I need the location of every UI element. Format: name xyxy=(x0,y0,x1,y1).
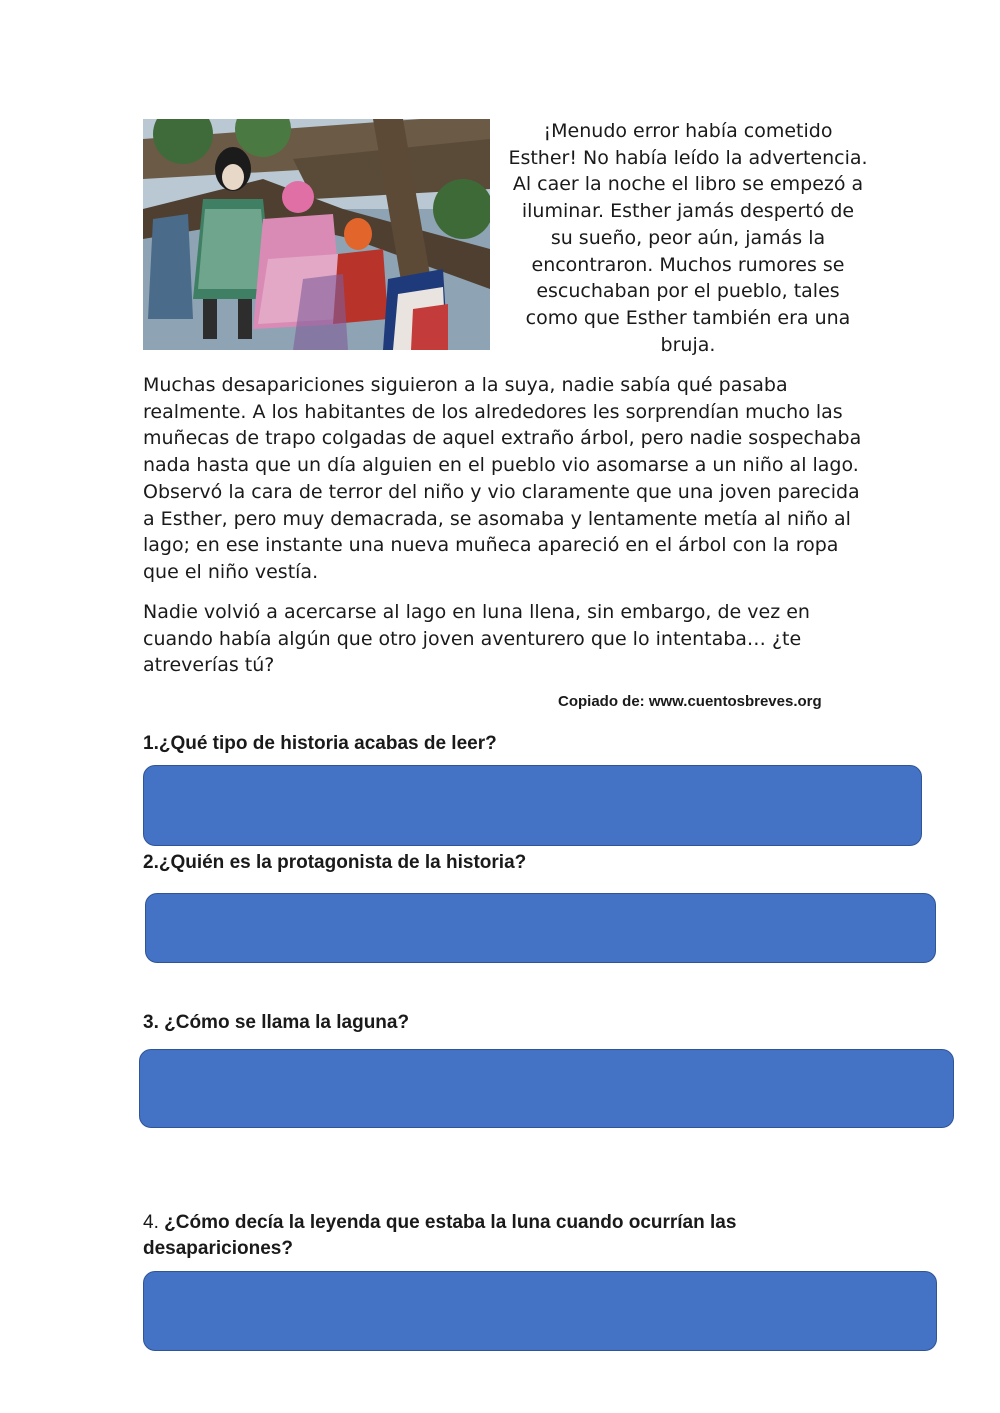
question-4-number: 4. xyxy=(143,1212,159,1233)
question-3: 3. ¿Cómo se llama la laguna? xyxy=(143,1012,410,1033)
source-credit: Copiado de: www.cuentosbreves.org xyxy=(558,693,822,710)
question-1: 1.¿Qué tipo de historia acabas de leer? xyxy=(143,733,497,754)
story-intro-text: ¡Menudo error había cometido Esther! No había leído la advertencia. Al caer la noche el libro se empezó a iluminar. Esther jamás despertó de su sueño, peor aún, jamás la encontraron. Muchos rumores se escuchaban por el pueblo, tales como que Esther también era una bruja. xyxy=(508,120,868,356)
answer-box-4[interactable] xyxy=(143,1271,937,1351)
question-4-text: ¿Cómo decía la leyenda que estaba la luna cuando ocurrían las desapariciones? xyxy=(143,1212,737,1259)
question-2: 2.¿Quién es la protagonista de la historia? xyxy=(143,852,527,873)
rag-dolls-tree-photo xyxy=(143,119,490,350)
answer-box-1[interactable] xyxy=(143,765,922,846)
story-paragraph-1: Muchas desapariciones siguieron a la suya, nadie sabía qué pasaba realmente. A los habitantes de los alrededores les sorprendían mucho las muñecas de trapo colgadas de aquel extraño árbol, pero nadie sospechaba nada hasta que un día alguien en el pueblo vio asomarse a un niño al lago. Observó la cara de terror del niño y vio claramente que una joven parecida a Esther, pero muy demacrada, se asomaba y lentamente metía al niño al lago; en ese instante una nueva muñeca apareció en el árbol con la ropa que el niño vestía. xyxy=(143,374,862,583)
question-4 xyxy=(143,1210,863,1262)
answer-box-2[interactable] xyxy=(145,893,936,963)
story-paragraph-2: Nadie volvió a acercarse al lago en luna llena, sin embargo, de vez en cuando había algún que otro joven aventurero que lo intentaba… ¿te atreverías tú? xyxy=(143,601,810,677)
answer-box-3[interactable] xyxy=(139,1049,954,1128)
